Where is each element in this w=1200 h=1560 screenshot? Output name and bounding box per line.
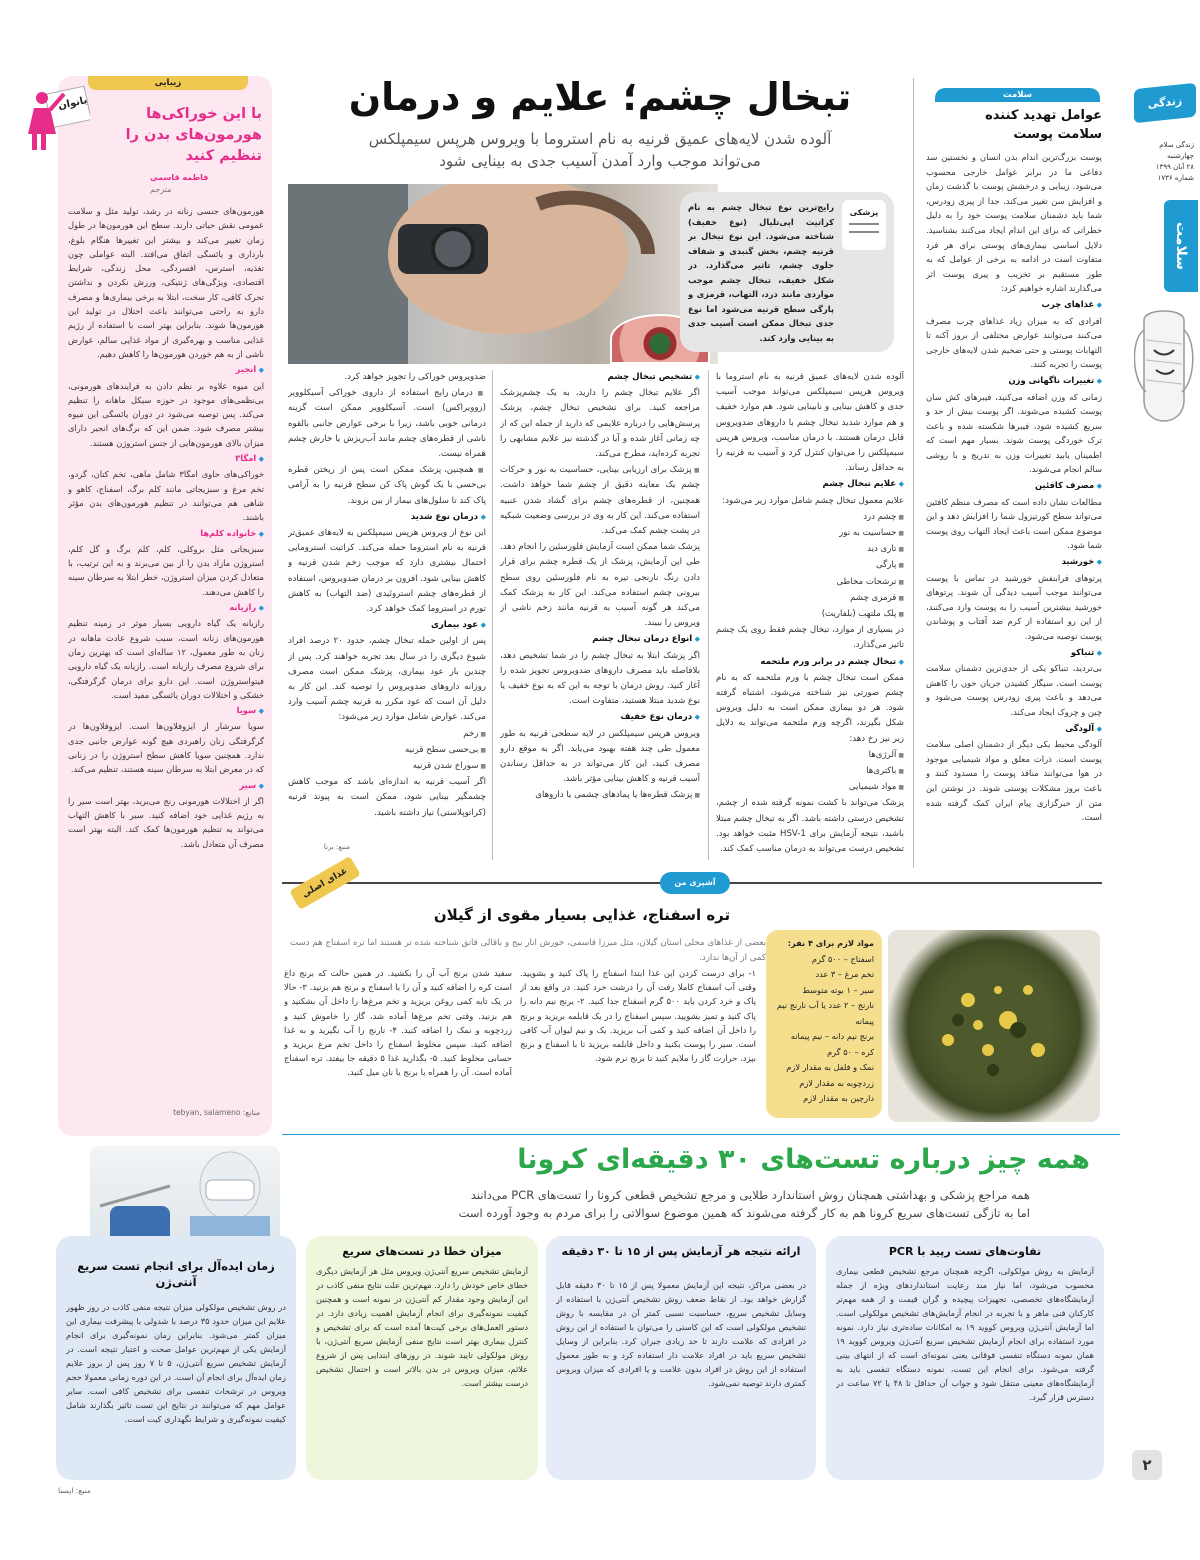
eye-source: منبع: برنا <box>323 843 350 851</box>
ingredient: زردچوبه به مقدار لازم <box>799 1077 874 1088</box>
eye-col-2 <box>500 370 700 862</box>
women-badge <box>20 84 90 154</box>
eye-section-head: ◆ علایم تبخال چشم <box>716 477 904 492</box>
eye-paragraph: ویروس هرپس سیمپلکس در لایه سطحی قرنیه به طور معمول طی چند هفته بهبود می‌یابد. اگر به موقع دارو مصرف کنید، این کار می‌تواند در به حداقل رساندن آسیب قرنیه و کاهش بینایی مؤثر باشد. <box>500 728 700 785</box>
skin-section-head: ◆ تغییرات ناگهانی وزن <box>926 373 1102 389</box>
skin-title <box>930 106 1102 144</box>
eye-paragraph: اگر آسیب قرنیه به اندازه‌ای باشد که موجب کاهش چشمگیر بینایی شود، ممکن است به پیوند قرنیه (کراتوپلاستی) نیاز داشته باشید. <box>288 777 486 818</box>
skin-tag-label: سلامت <box>1002 90 1033 100</box>
eye-paragraph: علایم معمول تبخال چشم شامل موارد زیر می‌شود: <box>722 495 904 506</box>
eye-subtitle-line: می‌تواند موجب وارد آمدن آسیب جدی به بینایی شود <box>439 152 761 170</box>
eye-box-tag-label: پزشکی <box>849 208 879 217</box>
wave-icon <box>849 223 879 233</box>
eye-box-tag <box>842 200 886 250</box>
skin-section-head: ◆ تنباکو <box>926 645 1102 661</box>
skin-section-head: ◆ مصرف کافئین <box>926 478 1102 494</box>
skin-section-text: افرادی که به میزان زیاد غذاهای چرب مصرف می‌کنند می‌توانند عوارض مختلفی از بروز آکنه تا التهابات پوستی و حتی ضخیم شدن لایه‌های خارجی پوست را تجربه کنند. <box>926 315 1102 370</box>
eye-bullet: ■ تاری دید <box>716 542 904 557</box>
eye-section-head: ◆ تبخال چشم در برابر ورم ملتحمه <box>716 655 904 670</box>
food-side-tag-label: غذای اصلی <box>300 866 350 900</box>
eye-col-1 <box>716 370 904 862</box>
covid-source: منبع: ایسنا <box>58 1486 91 1495</box>
eye-bullet: ■ آلرژی‌ها <box>716 748 904 763</box>
eye-bullet: ■ ترشحات مخاطی <box>716 575 904 590</box>
covid-box-title: ارائه نتیجه هر آزمایش پس از ۱۵ تا ۳۰ دقیقه <box>561 1245 801 1258</box>
author-name: فاطمه قاسمی <box>150 173 209 182</box>
covid-top-rule <box>282 1134 1120 1135</box>
eye-bullet: ■ حساسیت به نور <box>716 526 904 541</box>
women-section-head: ◆ انجیر <box>68 362 264 377</box>
skin-intro: پوست بزرگ‌ترین اندام بدن انسان و نخستین سد دفاعی ما در برابر عوامل خارجی محسوب می‌شود. زیبایی و درخشش پوست با گذشت زمان و افزایش سن تغییر می‌کند. جدا از پیری زودرس، شما باید دشمنان سلامت پوست خود را به دلیل خطراتی که برای این اندام ایجاد می‌کنند بشناسید. دلایل اساسی بیماری‌های پوستی برای هر فرد متفاوت است در ادامه به برخی از عوامل که به طور مستقیم بر تخریب و پیری پوست اثر می‌گذارند اشاره خواهیم کرد: <box>926 152 1102 294</box>
women-author <box>150 172 262 196</box>
covid-box <box>546 1236 816 1480</box>
ingredient: تخم مرغ – ۳ عدد <box>815 969 874 979</box>
women-intro: هورمون‌های جنسی زنانه در رشد، تولید مثل و سلامت عمومی نقش حیاتی دارند. سطح این هورمون‌ها در طول زمان تغییر می‌کند و بیشتر این تغییرها هنگام بلوغ، بارداری و یائسگی اتفاق می‌افتد. البته عواملی چون تغذیه، استرس، افسردگی، محل زندگی، شرایط اقتصادی، ویژگی‌های ژنتیکی، ورزش نکردن و نداشتن تحرک کافی، کار سخت، ابتلا به برخی بیماری‌ها و مصرف دارو به راحتی می‌توانند باعث اختلال در تولید این هورمون‌ها شوند. بنابراین بهتر است با استفاده از رژیم غذایی مناسب و بهره‌گیری از مواد غذایی سالم، عوارض ناشی از به هم خوردن هورمون‌ها را کاهش دهیم. <box>68 206 264 359</box>
women-section-head: ◆ امگا۳ <box>68 451 264 466</box>
covid-subtitle <box>300 1186 1030 1222</box>
women-section-text: این میوه علاوه بر نظم دادن به فرایندهای هورمونی، بی‌نظمی‌های موجود در حوزه سیکل ماهانه را تنظیم می‌کند. پس توصیه می‌شود در دوران یائسگی این میوه بیشتر مصرف شود. ضمن این که برگ‌های انجیر دارای میزان بالای هورمون‌هایی از جنس استروژن هستند. <box>68 380 264 448</box>
ingredient: سیر – ۱ بوته متوسط <box>802 984 874 995</box>
women-section-text: اگر از اختلالات هورمونی رنج می‌برید، بهتر است سیر را به رژیم غذایی خود اضافه کنید. سیر با کاهش التهاب می‌تواند به تنظیم هورمون‌ها کمک کند. البته بهتر است مصرف آن متعادل باشد. <box>68 795 264 849</box>
covid-subtitle-line: اما به تازگی تست‌های سریع کرونا هم به کار گرفته می‌شوند که همین موضوع سوالاتی را برای مردم به وجود آورده است <box>458 1206 1030 1220</box>
women-source: منابع: tebyan, salameno <box>173 1108 260 1117</box>
food-tag-label: آشپزی من <box>674 878 716 887</box>
ingredients-box <box>766 930 882 1118</box>
covid-box-title: میزان خطا در تست‌های سریع <box>342 1245 502 1258</box>
author-role: مترجم <box>150 185 172 194</box>
covid-photo <box>90 1146 280 1250</box>
section-tab-label: سلامت <box>1173 222 1189 270</box>
food-steps-a <box>520 966 756 1122</box>
meta-line: زندگی سلام <box>1159 141 1194 149</box>
women-section-text: رازیانه یک گیاه دارویی بسیار موثر در زمینه تنظیم هورمون‌های زنانه است، سبب شروع عادت ماهانه در زنان به طور معمول، ۱۲ ساله‌ای است که بهترین زمان برای شروع مصرف رازیانه است. رازیانه یک گیاه دارویی فیتواستروژن است. این دارو برای درمان گرگرفتگی، خشکی و اختلالات دوران یائسگی مفید است. <box>68 618 264 700</box>
ingredient: اسفناج – ۵۰۰ گرم <box>811 953 874 964</box>
eye-paragraph: اگر پزشک ابتلا به تبخال چشم را در شما تشخیص دهد، بلافاصله باید مصرف داروهای ضدویروس تجویز شده را آغاز کنید. روش درمان با توجه به این که به نوع خفیف یا نوع شدید مبتلا هستید، متفاوت است. <box>500 650 700 707</box>
covid-box <box>306 1236 538 1480</box>
ingredient: نمک و فلفل به مقدار لازم <box>786 1062 874 1072</box>
women-title-line: با این خوراکی‌ها <box>146 106 262 122</box>
eye-bullet: ■ مواد شیمیایی <box>716 780 904 795</box>
skin-section-head: ◆ آلودگی <box>926 721 1102 737</box>
skin-title-line: عوامل تهدید کننده <box>985 108 1102 123</box>
food-photo <box>888 930 1100 1122</box>
eye-paragraph: پزشک شما ممکن است آزمایش فلورسئین را انجام دهد. طی این آزمایش، پزشک از یک قطره چشم برای قرار دادن رنگ نارنجی تیره به نام فلورسئین روی سطح بیرونی چشم استفاده می‌کند. این کار به پزشک کمک می‌کند هر گونه آسیب به قرنیه مانند زخم ناشی از ویروس را ببیند. <box>500 542 700 629</box>
covid-box-text: آزمایش به روش مولکولی، اگرچه همچنان مرجع تشخیص قطعی بیماری محسوب می‌شود، اما نیاز مند رعایت استانداردهای ویژه از جمله آزمایشگاه‌های تخصصی، تجهیزات پیچیده و گران قیمت و از همه مهم‌تر کارکنان فنی ماهر و با تجربه در انجام آزمایش‌های تشخیص مولکولی است. اما آزمایش آنتی‌ژن ویروس کووید ۱۹ به امکانات ساده‌تری نیاز دارد. نمونه مورد استفاده برای انجام آزمایش تشخیص سریع آنتی‌ژن ویروس کووید ۱۹ همان نمونه دستگاه تنفسی فوقانی یعنی نمونه‌ای است که از انتهای بینی گرفته می‌شود. برای انجام این تست، نمونه دستگاه تنفسی باید به آزمایشگاه‌های معینی منتقل شود و جواب آن حداقل تا ۴۸ یا ۷۲ ساعت در دسترس قرار گیرد. <box>836 1266 1094 1402</box>
logo-text: زندگی سلام <box>1147 94 1183 145</box>
eye-section-head: ◆ انواع درمان تبخال چشم <box>500 632 700 647</box>
women-tag-label: زیبایی <box>154 78 182 88</box>
meta-line: شماره ۱۷۳۶ <box>1157 174 1194 182</box>
eye-paragraph: ممکن است تبخال چشم با ورم ملتحمه که به نام چشم صورتی نیز شناخته می‌شود، اشتباه گرفته شود. هر دو بیماری ممکن است به دلیل ویروس شکل بگیرند، اگرچه ورم ملتحمه می‌تواند به دلایل زیر نیز رخ دهد: <box>716 672 904 744</box>
skin-section-text: مطالعات نشان داده است که مصرف منظم کافئین می‌تواند سطح کورتیزول شما را افزایش دهد و این موضوع ممکن است باعث ایجاد التهاب روی پوست شما شود. <box>926 496 1102 551</box>
ingredient: برنج نیم دانه – نیم پیمانه <box>790 1031 874 1041</box>
eye-subtitle-line: آلوده شدن لایه‌های عمیق قرنیه به نام استروما با ویروس هرپس سیمپلکس <box>368 130 832 148</box>
food-title: تره اسفناج، غذایی بسیار مقوی از گیلان <box>433 906 731 924</box>
eye-col-divider <box>708 370 709 860</box>
eye-title: تبخال چشم؛ علایم و درمان <box>348 75 852 119</box>
women-badge-label: بانوان <box>57 95 89 112</box>
eye-col-3 <box>288 370 486 840</box>
women-section-text: خوراکی‌های حاوی امگا۳ شامل ماهی، تخم کتان، گردو، تخم مرغ و سبزیجاتی مانند کلم برگ، اسفناج، کاهو و شاهی هم می‌توانند در تنظیم هورمون‌های بدن مؤثر باشند. <box>68 469 264 523</box>
page-number-label: ۲ <box>1142 1456 1152 1474</box>
women-title-line: تنظیم کنید <box>185 148 262 164</box>
eye-col-divider <box>492 370 493 860</box>
eye-section-head: ◆ تشخیص تبخال چشم <box>500 370 700 385</box>
eye-info-box <box>680 192 894 352</box>
eye-subtitle <box>300 128 900 172</box>
eye-bullet: ■ پلک ملتهب (بلفاریت) <box>716 607 904 622</box>
eye-bullet: ■ درمان رایج استفاده از داروی خوراکی آسیکلوویر (زوویراکس) است. آسیکلوویر ممکن است گزینه درمانی خوبی باشد، زیرا با برخی عوارض جانبی بالقوه ناشی از قطره‌های چشم مانند آب‌ریزش یا خارش چشم همراه نیست. <box>288 386 486 462</box>
skin-title-line: سلامت پوست <box>1013 127 1102 142</box>
eye-paragraph: آلوده شدن لایه‌های عمیق قرنیه به نام استروما با ویروس هرپس سیمپلکس می‌تواند موجب آسیب جدی و کاهش بینایی و نابینایی شود. هم موارد خفیف و هم موارد شدید تبخال چشم با داروهای ضدویروس قابل درمان هستند. با درمان مناسب، ویروس هرپس سیمپلکس را می‌توان کنترل کرد و آسیب به قرنیه را به حداقل رساند. <box>716 372 904 474</box>
skin-section-text: زمانی که وزن اضافه می‌کنید، فیبرهای کش سان پوست کشیده می‌شوند. اگر پوست بیش از حد و سریع کشیده شود، فیبرها شکسته شده و باعث ترک خوردگی پوست شوند. بسیار مهم است که اطمینان یابید تغییرات وزن به تدریج و با روشی سالم انجام می‌شوند. <box>926 391 1102 475</box>
eye-bullet: ■ پزشک برای ارزیابی بینایی، حساسیت به نور و حرکات چشم یک معاینه دقیق از چشم شما خواهد داشت. همچنین، از قطره‌های چشم برای گشاد شدن عنبیه استفاده می‌کند. این کار به وی در بررسی وضعیت شبکیه در پشت چشم کمک می‌کند. <box>500 463 700 539</box>
eye-bullet: ■ پزشک قطره‌ها یا پمادهای چشمی یا داروهای <box>500 788 700 803</box>
covid-title: همه چیز درباره تست‌های ۳۰ دقیقه‌ای کرونا <box>517 1144 1090 1175</box>
skin-tag <box>935 88 1100 102</box>
women-title <box>98 104 262 167</box>
meta-line: ۲۸ آبان ۱۳۹۹ <box>1155 163 1194 171</box>
women-section-head: ◆ خانواده کلم‌ها <box>68 526 264 541</box>
covid-box-title: تفاوت‌های تست رپید با PCR <box>888 1245 1042 1258</box>
eye-paragraph: در بسیاری از موارد، تبخال چشم فقط روی یک چشم تاثیر می‌گذارد. <box>716 625 904 651</box>
mask-illustration <box>1134 300 1194 440</box>
women-section-head: ◆ سیر <box>68 778 264 793</box>
eye-paragraph: پس از اولین حمله تبخال چشم، حدود ۲۰ درصد افراد شیوع دیگری را در سال بعد تجربه خواهند کرد. پس از چندین بار عود بیماری، پزشک ممکن است مصرف روزانه داروهای ضدویروس را توصیه کند. این کار به دلیل آن است که عود مکرر به قرنیه چشم آسیب وارد می‌کند. عوارض شامل موارد زیر می‌شود: <box>288 636 486 723</box>
eye-paragraph: پزشک می‌تواند با کشت نمونه گرفته شده از چشم، تشخیص درستی داشته باشد. اگر به تبخال چشم مبتلا باشید، نتیجه آزمایش برای HSV-1 مثبت خواهد بود. تشخیص درست می‌تواند به درمان مناسب کمک کند. <box>716 798 904 855</box>
eye-paragraph: این نوع از ویروس هرپس سیمپلکس به لایه‌های عمیق‌تر قرنیه به نام استروما حمله می‌کند. کراتیت استرومایی احتمال بیشتری دارد که موجب زخم شدن قرنیه و کاهش بینایی شود. افزون بر درمان ضدویروس، استفاده از قطره‌های چشم استروئیدی (ضد التهاب) به کاهش تورم در استروما کمک خواهد کرد. <box>288 528 486 615</box>
food-steps-text: سفید شدن برنج آب آن را بکشید. در همین حالت که برنج داغ است کره را اضافه کنید و آن را با اسفناج و برنج هم بزنید. ۳- حالا در یک تابه کمی روغن بریزید و تخم مرغ‌ها را داخل آن بشکنید و هم بزنید. وقتی تخم مرغ‌ها آماده شد، گاز را خاموش کنید و زردچوبه و نمک را اضافه کنید. ۴- نارنج را آب بگیرید و به غذا اضافه کنید. سپس مخلوط اسفناج را داخل تخم مرغ بریزید و حسابی مخلوط کنید. ۵- بگذارید غذا ۵ دقیقه جا بیفتد. تره اسفناج آماده است. آن را همراه با برنج یا نان میل کنید. <box>284 968 512 1078</box>
covid-box-text: در بعضی مراکز، نتیجه این آزمایش معمولا پس از ۱۵ تا ۳۰ دقیقه قابل گزارش خواهد بود. از نقاط ضعف روش تشخیص آنتی‌ژن با استفاده از وسایل تشخیص سریع، حساسیت نسبی کمتر آن در مقایسه با روش تشخیص مولکولی است که این کاستی را می‌توان با استفاده از این روش در افرادی که علامت دارند تا حد زیادی جبران کرد. بنابراین از وسایل تشخیص سریع باید در افراد علامت دار استفاده کرد و به طور معمول استفاده از این روش در افراد بدون علامت و یا افرادی که میزان ویروس کمتری دارند توصیه نمی‌شود. <box>556 1280 806 1388</box>
women-section-head: ◆ رازیانه <box>68 600 264 615</box>
women-body <box>68 204 264 1104</box>
masthead-meta <box>1134 140 1194 184</box>
skin-section-head: ◆ غذاهای چرب <box>926 297 1102 313</box>
women-tag <box>88 76 248 90</box>
covid-box <box>56 1236 296 1480</box>
women-section-text: سویا سرشار از ایزوفلاون‌ها است. ایزوفلاون‌ها در گرگرفتگی زنان راهبردی هیچ گونه عوارض جانبی جدی ندارد. همچنین سویا کاهش سطح استروژن را در زنانی که در معرض ابتلا به سرطان سینه هستند، تنظیم می‌کند. <box>68 721 264 775</box>
eye-bullet: ■ پارگی <box>716 558 904 573</box>
eye-section-head: ◆ درمان نوع شدید <box>288 510 486 525</box>
eye-section-head: ◆ عود بیماری <box>288 618 486 633</box>
skin-border <box>913 78 914 868</box>
section-tab <box>1164 200 1198 292</box>
covid-box-title: زمان ایده‌آل برای انجام تست سریع آنتی‌ژن <box>77 1259 275 1289</box>
skin-section-text: بی‌تردید، تنباکو یکی از جدی‌ترین دشمنان سلامت پوست است. سیگار کشیدن جریان خون را کاهش می‌دهد و باعث پیری زودرس پوست می‌شود و چین و چروک ایجاد می‌کند. <box>926 663 1102 717</box>
ingredient: نارنج – ۲ عدد یا آب نارنج نیم پیمانه <box>776 1000 874 1026</box>
skin-body <box>926 150 1102 862</box>
page-number <box>1132 1450 1162 1480</box>
skin-section-text: آلودگی محیط یکی دیگر از دشمنان اصلی سلامت پوست است. ذرات معلق و مواد شیمیایی موجود در هوا می‌توانند منافذ پوست را مسدود کنند و باعث بروز مشکلات پوستی شوند. در نوشتن این متن از خبرگزاری پیام ایران کمک گرفته شده است. <box>926 739 1102 823</box>
eye-bullet: ■ سوراخ شدن قرنیه <box>288 759 486 774</box>
eye-section-head: ◆ درمان نوع خفیف <box>500 710 700 725</box>
women-title-line: هورمون‌های بدن را <box>125 127 262 143</box>
skin-section-head: ◆ خورشید <box>926 554 1102 570</box>
food-steps-b <box>284 966 512 1122</box>
covid-box <box>826 1236 1104 1480</box>
eye-bullet: ■ زخم <box>288 727 486 742</box>
skin-section-text: پرتوهای فرابنفش خورشید در تماس با پوست می‌توانند موجب آسیب دیدگی آن شوند. پرتوهای خورشید بیشترین آسیب را به پوست وارد می‌کنند، از این رو استفاده از کرم ضد آفتاب و پوشاندن پوست توصیه می‌شود. <box>926 572 1102 641</box>
food-tag <box>660 872 730 894</box>
eye-paragraph: اگر علایم تبخال چشم را دارید، به یک چشم‌پزشک مراجعه کنید. برای تشخیص تبخال چشم، پزشک پرسش‌هایی را درباره علایمی که دارید از جمله این که از چه زمانی آغاز شده و آیا در گذشته نیز علایم مشابهی را تجربه کرده‌اید، مطرح می‌کند. <box>500 388 700 460</box>
food-steps-text: ۱- برای درست کردن این غذا ابتدا اسفناج را پاک کنید و بشویید. وقتی آب اسفناج کاملا رفت آن را درشت خرد کنید. در واقع بعد از پاک و خرد کردن باید ۵۰۰ گرم اسفناج جدا کنید. ۲- برنج نیم دانه را پاک کنید و تمیز بشویید. سپس اسفناج را در یک قابلمه بریزید و برنج را داخل آن اضافه کنید و کمی آب بریزید. یک و نیم لیوان آب کافی است. سیر را پوست بکنید و داخل قابلمه بریزید تا با اسفناج و برنج بپزد. حرارت گاز را ملایم کنید تا برنج نرم شود. <box>520 968 756 1064</box>
ingredient: کره – ۵۰ گرم <box>827 1046 874 1057</box>
eye-bullet: ■ بی‌حسی سطح قرنیه <box>288 743 486 758</box>
eye-bullet: ■ همچنین، پزشک ممکن است پس از ریختن قطره بی‌حسی با یک گوش پاک کن سطح قرنیه را به آرامی پاک کند تا سلول‌های بیمار از بین بروند. <box>288 463 486 509</box>
covid-subtitle-line: همه مراجع پزشکی و بهداشتی همچنان روش استاندارد طلایی و مرجع تشخیص قطعی کرونا را تست‌های PCR می‌دانند <box>470 1188 1030 1202</box>
eye-bullet: ■ چشم درد <box>716 510 904 525</box>
eye-paragraph: ضدویروس خوراکی را تجویز خواهد کرد. <box>344 372 486 382</box>
food-intro: بعضی از غذاهای محلی استان گیلان، مثل میرزا قاسمی، خورش انار بیج و باقالی قاتق شناخته شده تر هستند اما تره اسفناج هم دست کمی از آن‌ها ندارد. <box>290 938 766 963</box>
masthead-logo <box>1134 83 1196 145</box>
covid-box-text: در روش تشخیص مولکولی میزان نتیجه منفی کاذب در روز ظهور علایم این میزان حدود ۳۵ درصد با شدولی با پیشرفت بیماری این میزان کمتر می‌شود. بنابراین زمان نمونه‌گیری برای انجام آزمایش یکی از مهم‌ترین عوامل صحت و اعتبار نتیجه است. در آزمایش تشخیص سریع آنتی‌ژن، ۵ تا ۷ روز پس از بروز علایم زمان ایده‌آل برای انجام آن است. در این دوره زمانی معمولا حجم ویروس در ترشحات تنفسی برای تشخیص کافی است. سایر عوامل مهم که می‌توانند در نتایج این تست تاثیر بگذارند شامل کیفیت نمونه‌گیری و شرایط نگهداری کیت است. <box>66 1302 286 1424</box>
covid-box-text: آزمایش تشخیص سریع آنتی‌ژن ویروس مثل هر آزمایش دیگری خطای خاص خودش را دارد. مهم‌ترین علت نتایج منفی کاذب در این آزمایش وجود مقدار کم آنتی‌ژن در نمونه است و همچنین کیفیت نمونه‌گیری برای انجام آزمایش اهمیت زیادی دارد. در دستور العمل‌های برخی کیت‌ها آمده است که برای تشخیص و کنترل بیماری بهتر است نتایج منفی آزمایش سریع آنتی‌ژن، با روش مولکولی تایید شوند. در روزهای ابتدایی پس از شروع علائم، میزان ویروس در بدن بالاتر است و احتمال تشخیص درست بیشتر است. <box>316 1266 528 1388</box>
eye-photo <box>288 184 718 364</box>
woman-icon <box>20 84 90 154</box>
eye-box-text: رایج‌ترین نوع تبخال چشم به نام کراتیت اپی‌تلیال (نوع خفیف) شناخته می‌شود. این نوع تبخال بر قرنیه چشم، بخش گنبدی و شفاف جلوی چشم، تاثیر می‌گذارد. در شکل خفیف، تبخال چشم موجب مواردی مانند درد، التهاب، قرمزی و پارگی سطح قرنیه می‌شود اما نوع جدی تبخال ممکن است آسیب جدی به بینایی وارد کند. <box>688 202 834 343</box>
eye-bullet: ■ قرمزی چشم <box>716 591 904 606</box>
ingredient: دارچین به مقدار لازم <box>803 1093 874 1103</box>
meta-line: چهارشنبه <box>1167 152 1194 160</box>
ingredients-title: مواد لازم برای ۴ نفر: <box>787 938 874 948</box>
eye-bullet: ■ باکتری‌ها <box>716 764 904 779</box>
women-section-head: ◆ سویا <box>68 703 264 718</box>
women-section-text: سبزیجاتی مثل بروکلی، کلم، کلم برگ و گل کلم، استروژن مازاد بدن را از بین می‌برند و به این ترتیب، با متعادل کردن میزان استروژن، خطر ابتلا به سرطان سینه را کاهش می‌دهند. <box>68 543 264 597</box>
